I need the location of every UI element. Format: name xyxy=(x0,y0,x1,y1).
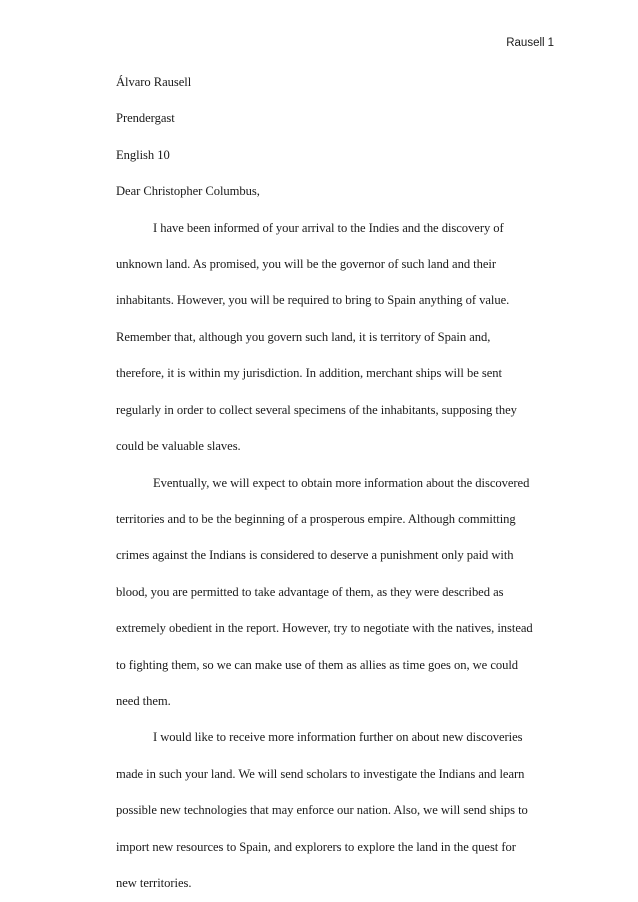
student-name: Álvaro Rausell xyxy=(116,75,192,89)
paragraph-1-line: could be valuable slaves. xyxy=(116,439,241,454)
paragraph-3-line: made in such your land. We will send scholars to investigate the Indians and learn xyxy=(116,766,525,781)
paragraph-2-line: Eventually, we will expect to obtain more information about the discovered xyxy=(153,475,530,490)
header-author-surname: Rausell xyxy=(506,37,545,49)
page-header xyxy=(506,37,554,49)
paragraph-1-line: unknown land. As promised, you will be the governor of such land and their xyxy=(116,257,496,272)
paragraph-1-line: therefore, it is within my jurisdiction. In addition, merchant ships will be sent xyxy=(116,366,502,381)
paragraph-1-line: Remember that, although you govern such land, it is territory of Spain and, xyxy=(116,329,491,344)
salutation: Dear Christopher Columbus, xyxy=(116,184,260,199)
paragraph-2-line: blood, you are permitted to take advantage of them, as they were described as xyxy=(116,584,504,599)
paragraph-1-line: inhabitants. However, you will be required to bring to Spain anything of value. xyxy=(116,293,510,308)
course-name: English 10 xyxy=(116,147,170,162)
paragraph-2-line: need them. xyxy=(116,693,171,708)
header-page-number: 1 xyxy=(547,37,554,49)
teacher-name: Prendergast xyxy=(116,111,175,126)
paragraph-3-line: possible new technologies that may enforce our nation. Also, we will send ships to xyxy=(116,803,528,818)
paragraph-3-line: I would like to receive more information further on about new discoveries xyxy=(153,730,523,745)
paragraph-1-line: I have been informed of your arrival to the Indies and the discovery of xyxy=(153,220,504,235)
paragraph-2-line: to fighting them, so we can make use of them as allies as time goes on, we could xyxy=(116,657,519,672)
paragraph-3-line: new territories. xyxy=(116,876,192,890)
paragraph-2-line: territories and to be the beginning of a prosperous empire. Although committing xyxy=(116,511,516,526)
paragraph-2-line: crimes against the Indians is considered to deserve a punishment only paid with xyxy=(116,548,514,563)
paragraph-3-line: import new resources to Spain, and explorers to explore the land in the quest for xyxy=(116,839,516,854)
paragraph-2-line: extremely obedient in the report. However, try to negotiate with the natives, instead xyxy=(116,621,533,636)
paragraph-1-line: regularly in order to collect several specimens of the inhabitants, supposing they xyxy=(116,402,517,417)
